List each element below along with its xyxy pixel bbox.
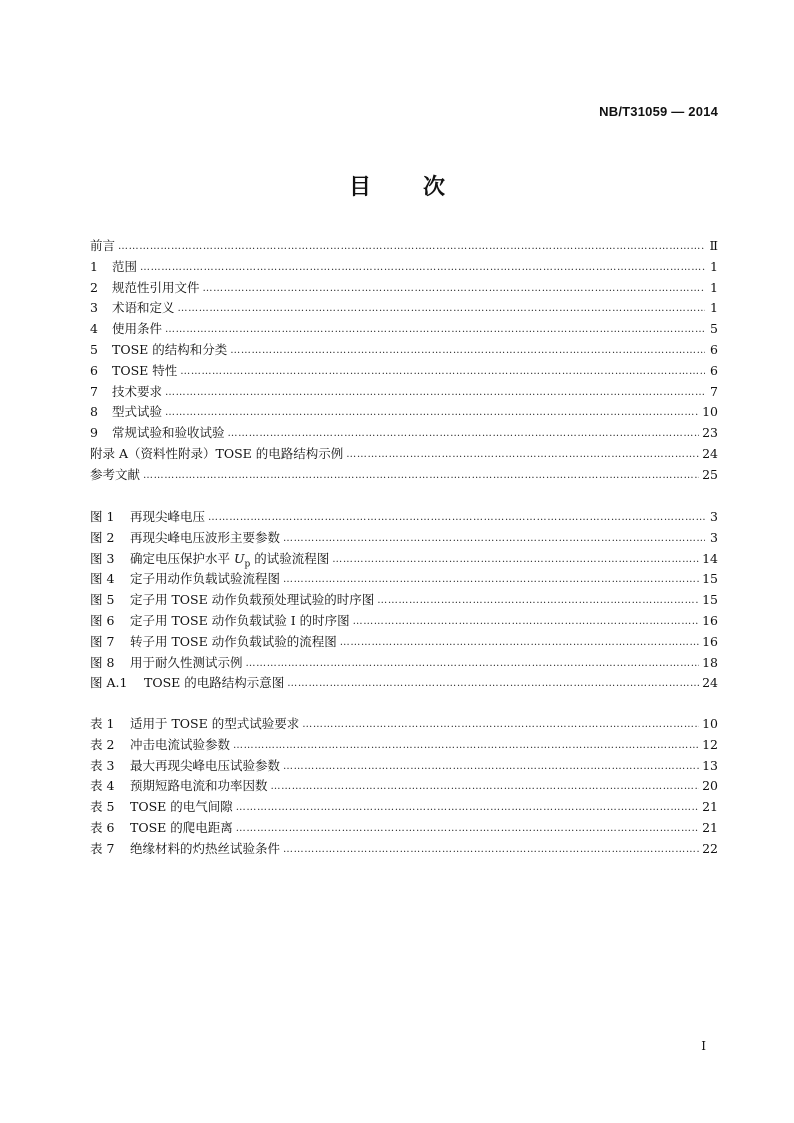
table-label: TOSE 的爬电距离 <box>130 819 233 835</box>
table-label: 最大再现尖峰电压试验参数 <box>130 757 281 773</box>
figure-number: 图 6 <box>90 612 115 628</box>
toc-tables <box>90 714 718 860</box>
title-char-1: 目 <box>348 174 371 200</box>
figure-entry[interactable] <box>90 507 718 528</box>
standard-number: NB/T31059 — 2014 <box>599 104 718 119</box>
figure-entry[interactable] <box>90 653 718 674</box>
toc-page: 1 <box>710 258 718 274</box>
table-page: 12 <box>702 736 718 752</box>
toc-label: 参考文献 <box>90 466 141 482</box>
figure-label-post: 的试验流程图 <box>250 550 330 566</box>
table-entry[interactable] <box>90 839 718 860</box>
toc-entry[interactable] <box>90 465 718 486</box>
toc-label: 技术要求 <box>112 383 163 399</box>
toc-label: 前言 <box>90 238 116 253</box>
toc-label: 型式试验 <box>112 404 163 420</box>
page-folio: I <box>701 1039 706 1053</box>
toc-label: 范围 <box>112 258 138 274</box>
toc-label: 规范性引用文件 <box>112 279 200 295</box>
figure-number: 图 7 <box>90 633 115 649</box>
figure-page: 16 <box>702 633 718 649</box>
figure-number: 图 3 <box>90 550 115 566</box>
figure-number: 图 5 <box>90 592 115 608</box>
figure-number: 图 2 <box>90 529 115 545</box>
toc-entry[interactable] <box>90 361 718 382</box>
toc-number: 6 <box>90 362 98 378</box>
toc-label: 常规试验和验收试验 <box>112 425 225 441</box>
toc-figures <box>90 507 718 694</box>
voltage-subscript: p <box>244 559 251 570</box>
toc-entry[interactable] <box>90 444 718 465</box>
figure-label: 再现尖峰电压波形主要参数 <box>130 529 281 545</box>
figure-page: 15 <box>702 571 718 587</box>
table-label: 适用于 TOSE 的型式试验要求 <box>130 716 300 731</box>
toc-page: 1 <box>710 300 718 316</box>
toc-entry[interactable] <box>90 278 718 299</box>
figure-number: 图 1 <box>90 509 115 524</box>
table-number: 表 4 <box>90 778 115 794</box>
figure-label: 定子用 TOSE 动作负载试验 Ⅰ 的时序图 <box>130 612 350 628</box>
figure-label: 再现尖峰电压 <box>130 509 206 524</box>
figure-entry[interactable] <box>90 528 718 549</box>
figure-entry[interactable] <box>90 590 718 611</box>
toc-label: TOSE 的结构和分类 <box>112 341 228 357</box>
table-number: 表 6 <box>90 819 115 835</box>
figure-page: 3 <box>710 509 718 524</box>
figure-label-pre: 确定电压保护水平 <box>130 550 234 566</box>
toc-label: 使用条件 <box>112 321 163 337</box>
toc-number: 4 <box>90 321 98 337</box>
toc-page: 7 <box>710 383 718 399</box>
table-number: 表 2 <box>90 736 115 752</box>
table-entry[interactable] <box>90 797 718 818</box>
toc-page: 5 <box>710 321 718 337</box>
toc-number: 8 <box>90 404 98 420</box>
toc-entry[interactable] <box>90 402 718 423</box>
table-label: 绝缘材料的灼热丝试验条件 <box>130 840 281 856</box>
toc-page: 10 <box>702 404 718 420</box>
figure-page: 15 <box>702 592 718 608</box>
toc-entry[interactable] <box>90 382 718 403</box>
table-number: 表 1 <box>90 716 115 731</box>
table-entry[interactable] <box>90 756 718 777</box>
title-char-2: 次 <box>423 174 446 200</box>
table-page: 10 <box>702 716 718 731</box>
figure-entry[interactable] <box>90 549 718 570</box>
toc-label: 附录 A（资料性附录）TOSE 的电路结构示例 <box>90 445 344 461</box>
toc-label: 术语和定义 <box>112 300 175 316</box>
figure-number: 图 4 <box>90 571 115 587</box>
figure-page: 16 <box>702 612 718 628</box>
table-page: 21 <box>702 799 718 815</box>
figure-label: 用于耐久性测试示例 <box>130 654 243 670</box>
toc-number: 5 <box>90 341 98 357</box>
table-number: 表 7 <box>90 840 115 856</box>
table-page: 22 <box>702 840 718 856</box>
toc-entry[interactable] <box>90 319 718 340</box>
figure-label: 转子用 TOSE 动作负载试验的流程图 <box>130 633 337 649</box>
toc-label: TOSE 特性 <box>112 362 178 378</box>
toc-entry[interactable] <box>90 340 718 361</box>
figure-number: 图 A.1 <box>90 675 128 691</box>
toc-page: 25 <box>702 466 718 482</box>
figure-entry[interactable] <box>90 569 718 590</box>
table-label: 冲击电流试验参数 <box>130 736 231 752</box>
toc-entry[interactable] <box>90 236 718 257</box>
figure-entry[interactable] <box>90 611 718 632</box>
toc-page: 6 <box>710 341 718 357</box>
toc-number: 3 <box>90 300 98 316</box>
toc-number: 9 <box>90 425 98 441</box>
table-label: TOSE 的电气间隙 <box>130 799 233 815</box>
toc-entry[interactable] <box>90 298 718 319</box>
figure-label: 定子用 TOSE 动作负载预处理试验的时序图 <box>130 592 375 608</box>
table-page: 20 <box>702 778 718 794</box>
toc-entry[interactable] <box>90 423 718 444</box>
toc-number: 2 <box>90 279 98 295</box>
voltage-symbol: U <box>233 550 245 566</box>
figure-entry[interactable] <box>90 632 718 653</box>
figure-page: 14 <box>702 550 718 566</box>
toc-chapters <box>90 236 718 486</box>
figure-label: 定子用动作负载试验流程图 <box>130 571 281 587</box>
table-page: 13 <box>702 757 718 773</box>
table-number: 表 3 <box>90 757 115 773</box>
figure-number: 图 8 <box>90 654 115 670</box>
figure-page: 18 <box>702 654 718 670</box>
table-entry[interactable] <box>90 776 718 797</box>
toc-page: 24 <box>702 445 718 461</box>
figure-page: 3 <box>710 529 718 545</box>
toc-entry[interactable] <box>90 257 718 278</box>
toc-number: 1 <box>90 258 98 274</box>
toc-page: Ⅱ <box>709 238 718 253</box>
figure-page: 24 <box>702 675 718 691</box>
toc-page: 6 <box>710 362 718 378</box>
toc-page: 23 <box>702 425 718 441</box>
table-entry[interactable] <box>90 714 718 735</box>
table-label: 预期短路电流和功率因数 <box>130 778 268 794</box>
table-entry[interactable] <box>90 818 718 839</box>
table-page: 21 <box>702 819 718 835</box>
figure-entry[interactable] <box>90 673 718 694</box>
toc-page: 1 <box>710 279 718 295</box>
toc-number: 7 <box>90 383 98 399</box>
page-title <box>0 170 794 201</box>
figure-label: TOSE 的电路结构示意图 <box>144 675 285 691</box>
table-number: 表 5 <box>90 799 115 815</box>
table-entry[interactable] <box>90 735 718 756</box>
